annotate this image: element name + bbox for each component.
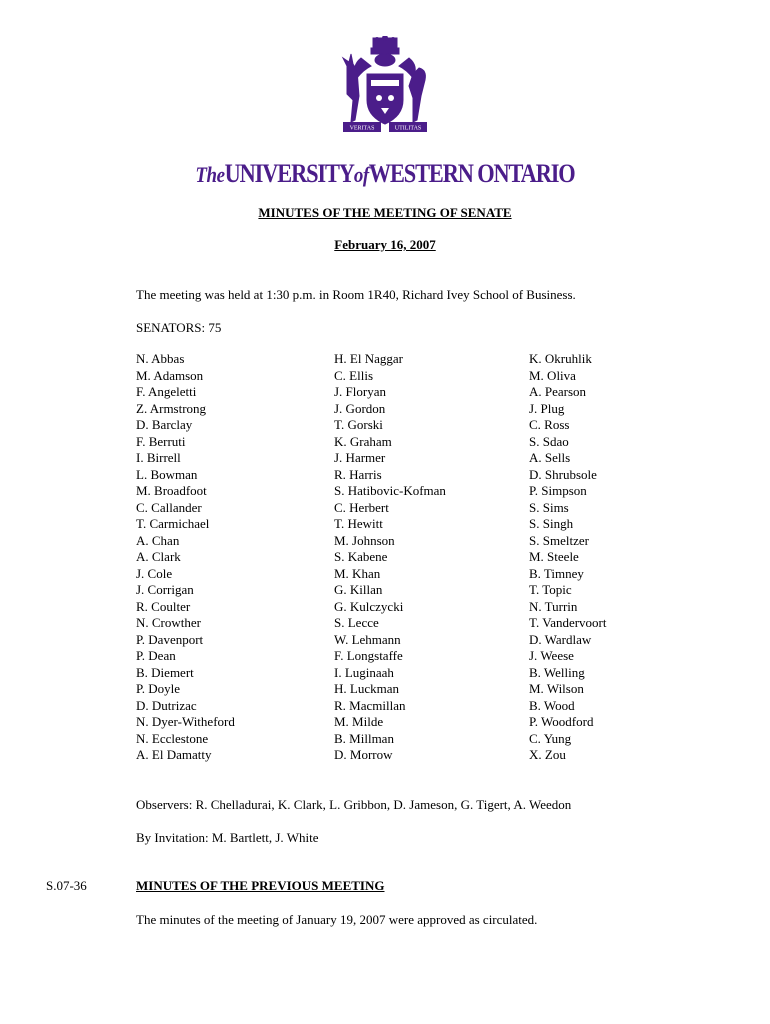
senator-name: D. Wardlaw — [529, 631, 592, 647]
meeting-location-text: The meeting was held at 1:30 p.m. in Room 1R40, Richard Ivey School of Business. — [136, 287, 576, 302]
university-crest-logo — [333, 36, 437, 140]
senator-name: G. Killan — [334, 582, 383, 597]
senator-name: I. Birrell — [136, 450, 181, 465]
senator-name: J. Weese — [529, 648, 574, 663]
meeting-date: February 16, 2007 — [334, 237, 436, 252]
senator-name: N. Abbas — [136, 351, 185, 366]
senator-name: J. Corrigan — [136, 582, 194, 597]
senator-name: M. Adamson — [136, 367, 204, 383]
senator-name: A. Sells — [529, 450, 571, 465]
senator-name: B. Diemert — [136, 664, 194, 680]
senator-name: T. Hewitt — [334, 516, 383, 531]
senator-name: M. Milde — [334, 714, 384, 729]
senator-name: T. Carmichael — [136, 516, 210, 531]
university-wordmark — [54, 159, 716, 189]
senator-name: P. Davenport — [136, 631, 204, 647]
senator-name: R. Macmillan — [334, 697, 406, 713]
senator-name: R. Harris — [334, 466, 382, 482]
senator-name: F. Berruti — [136, 433, 186, 449]
senator-name: A. Chan — [136, 532, 180, 548]
by-invitation-list: By Invitation: M. Bartlett, J. White — [136, 830, 319, 845]
senator-name: B. Timney — [529, 565, 584, 581]
senator-name: C. Ross — [529, 417, 570, 432]
senator-name: J. Gordon — [334, 400, 386, 416]
senator-name: C. Yung — [529, 730, 572, 746]
senator-name: D. Shrubsole — [529, 466, 597, 482]
senator-name: J. Harmer — [334, 450, 386, 465]
senator-name: S. Kabene — [334, 549, 388, 564]
crest-motto-right: UTILITAS — [394, 125, 422, 132]
senator-name: A. Pearson — [529, 384, 587, 399]
senator-name: N. Turrin — [529, 598, 578, 614]
senator-name: H. Luckman — [334, 681, 399, 696]
senator-name: T. Topic — [529, 582, 572, 597]
senator-name: S. Lecce — [334, 615, 379, 630]
section-number: S.07-36 — [46, 878, 87, 893]
document-title: MINUTES OF THE MEETING OF SENATE — [258, 205, 512, 220]
senator-name: J. Cole — [136, 565, 173, 581]
senators-column-2 — [334, 351, 446, 764]
senator-name: L. Bowman — [136, 466, 198, 482]
section-title: MINUTES OF THE PREVIOUS MEETING — [136, 878, 385, 893]
senator-name: C. Callander — [136, 499, 202, 515]
senator-name: M. Wilson — [529, 681, 584, 696]
senator-name: S. Singh — [529, 516, 574, 531]
crest-motto-left: VERITAS — [349, 125, 375, 132]
senator-name: S. Sdao — [529, 433, 569, 449]
senator-name: N. Ecclestone — [136, 730, 209, 746]
senator-name: D. Barclay — [136, 417, 193, 432]
senators-column-3 — [529, 351, 607, 764]
observers-list: Observers: R. Chelladurai, K. Clark, L. Gribbon, D. Jameson, G. Tigert, A. Weedon — [136, 797, 572, 812]
senator-name: P. Dean — [136, 648, 176, 663]
senator-name: C. Herbert — [334, 499, 389, 515]
wordmark-university: UNIVERSITY — [224, 159, 354, 188]
senator-name: K. Graham — [334, 433, 392, 449]
senator-name: W. Lehmann — [334, 631, 401, 647]
senator-name: T. Gorski — [334, 417, 383, 432]
senator-name: A. El Damatty — [136, 747, 212, 762]
senator-name: C. Ellis — [334, 367, 374, 383]
senators-count-label: SENATORS: 75 — [136, 320, 222, 335]
senator-name: B. Millman — [334, 730, 394, 746]
senator-name: S. Hatibovic-Kofman — [334, 483, 446, 498]
senator-name: P. Simpson — [529, 483, 587, 498]
wordmark-western-ontario: WESTERN ONTARIO — [368, 159, 575, 188]
senator-name: S. Sims — [529, 499, 569, 515]
senator-name: B. Welling — [529, 664, 585, 680]
senator-name: R. Coulter — [136, 598, 191, 614]
senator-name: M. Johnson — [334, 532, 395, 548]
senator-name: M. Broadfoot — [136, 483, 207, 498]
senator-name: J. Floryan — [334, 384, 386, 399]
section-text: The minutes of the meeting of January 19, 2007 were approved as circulated. — [136, 912, 538, 927]
senator-name: D. Dutrizac — [136, 697, 197, 713]
wordmark-the: The — [195, 162, 225, 187]
senator-name: N. Dyer-Witheford — [136, 714, 235, 729]
senator-name: F. Longstaffe — [334, 648, 403, 663]
senator-name: N. Crowther — [136, 615, 201, 630]
senator-name: P. Woodford — [529, 714, 594, 729]
senator-name: T. Vandervoort — [529, 615, 607, 630]
senator-name: M. Oliva — [529, 367, 576, 383]
senator-name: A. Clark — [136, 549, 181, 564]
senators-column-1 — [136, 351, 235, 764]
senator-name: M. Steele — [529, 549, 579, 564]
senator-name: Z. Armstrong — [136, 400, 207, 416]
senator-name: D. Morrow — [334, 747, 393, 762]
senator-name: S. Smeltzer — [529, 532, 589, 548]
senator-name: J. Plug — [529, 400, 565, 416]
senator-name: M. Khan — [334, 565, 381, 581]
senator-name: H. El Naggar — [334, 351, 403, 366]
wordmark-of: of — [353, 162, 369, 187]
senator-name: B. Wood — [529, 697, 575, 713]
senator-name: I. Luginaah — [334, 664, 394, 680]
senator-name: G. Kulczycki — [334, 598, 404, 614]
senator-name: K. Okruhlik — [529, 351, 592, 366]
senator-name: F. Angeletti — [136, 384, 197, 399]
senator-name: X. Zou — [529, 747, 566, 762]
senator-name: P. Doyle — [136, 681, 181, 696]
